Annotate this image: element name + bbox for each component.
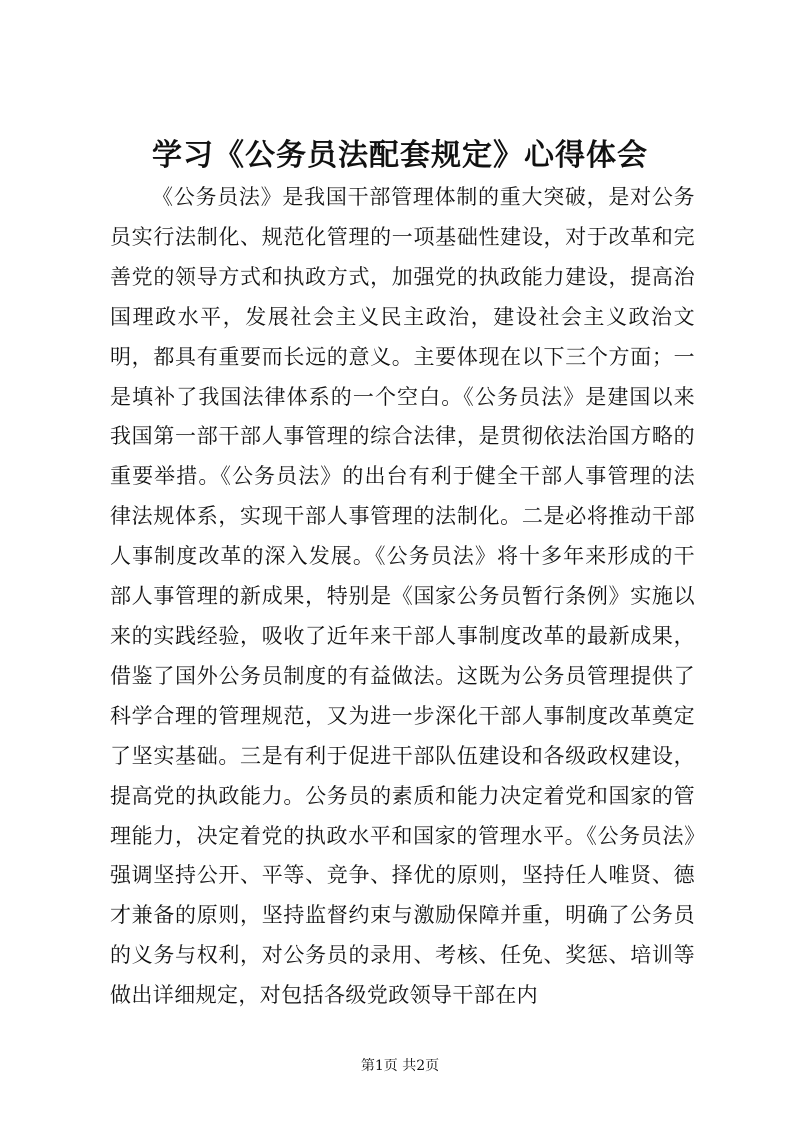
- page-number-footer: 第1页 共2页: [360, 1058, 440, 1074]
- body-paragraph: 《公务员法》是我国干部管理体制的重大突破，是对公务员实行法制化、规范化管理的一项基础性建设，对于改革和完善党的领导方式和执政方式，加强党的执政能力建设，提高治国理政水平，发展社会主义民主政治，建设社会主义政治文明，都具有重要而长远的意义。主要体现在以下三个方面；一是填补了我国法律体系的一个空白。《公务员法》是建国以来我国第一部干部人事管理的综合法律，是贯彻依法治国方略的重要举措。《公务员法》的出台有利于健全干部人事管理的法律法规体系，实现干部人事管理的法制化。二是必将推动干部人事制度改革的深入发展。《公务员法》将十多年来形成的干部人事管理的新成果，特别是《国家公务员暂行条例》实施以来的实践经验，吸收了近年来干部人事制度改革的最新成果，借鉴了国外公务员制度的有益做法。这既为公务员管理提供了科学合理的管理规范，又为进一步深化干部人事制度改革奠定了坚实基础。三是有利于促进干部队伍建设和各级政权建设，提高党的执政能力。公务员的素质和能力决定着党和国家的管理能力，决定着党的执政水平和国家的管理水平。《公务员法》强调坚持公开、平等、竞争、择优的原则，坚持任人唯贤、德才兼备的原则，坚持监督约束与激励保障并重，明确了公务员的义务与权利，对公务员的录用、考核、任免、奖惩、培训等做出详细规定，对包括各级党政领导干部在内: [110, 185, 695, 1008]
- document-title: 学习《公务员法配套规定》心得体会: [152, 138, 648, 173]
